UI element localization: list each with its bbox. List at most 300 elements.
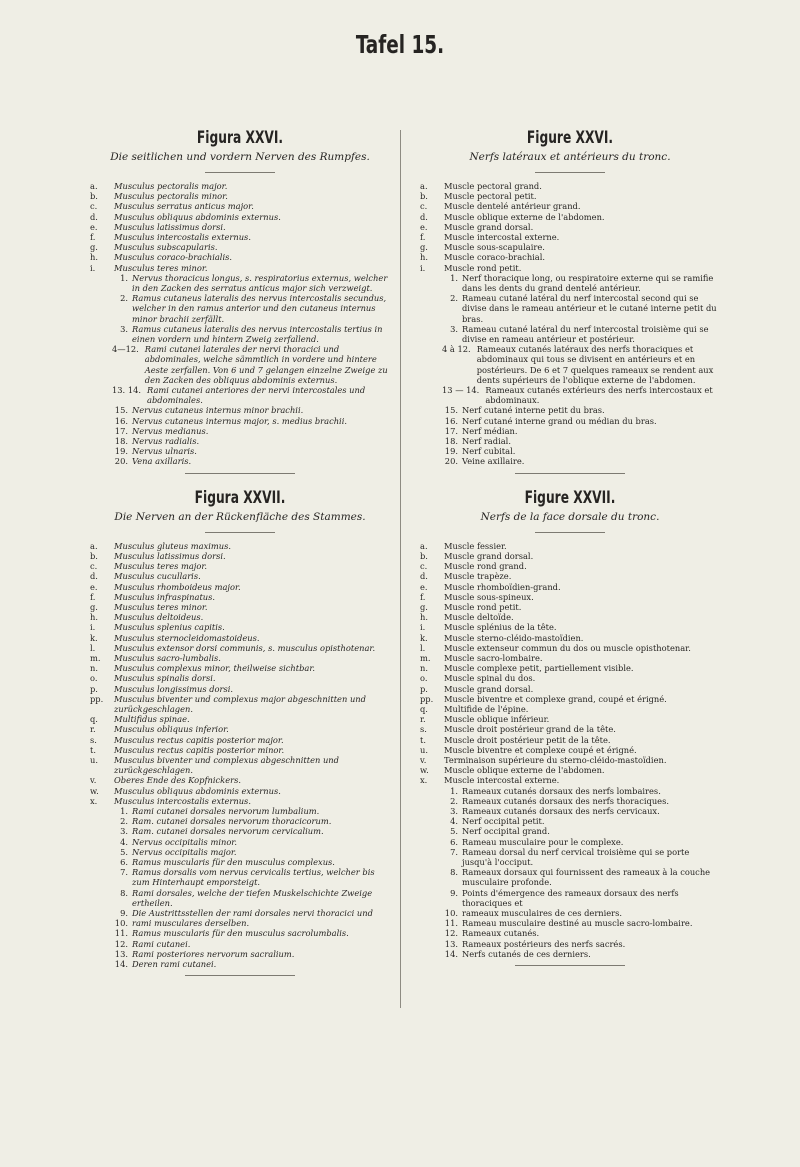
legend-text: Muscle grand dorsal.: [444, 221, 534, 232]
legend-text: Muscle dentelé antérieur grand.: [444, 201, 581, 212]
legend-label: f.: [420, 591, 426, 602]
legend-text: Nervus medianus.: [132, 425, 209, 436]
legend-text: Multifide de l'épine.: [444, 703, 529, 714]
legend-text: Muscle complexe petit, partiellement visible.: [444, 663, 634, 674]
legend-entry: [90, 724, 390, 734]
legend-label: 18.: [444, 436, 458, 447]
legend-label: c.: [420, 561, 428, 572]
legend-text: Rameaux cutanés latéraux des nerfs thoraciques et abdominaux qui tous se divisent en antérieurs et en postérieurs. De 6 et 7 quelques rameaux se rendent aux dents supérieurs de l'oblique externe de l'abdomen.: [476, 344, 714, 385]
legend-text: Musculus coraco-brachialis.: [114, 252, 232, 263]
legend-entry: [90, 939, 390, 949]
legend-text: Muscle coraco-brachial.: [444, 252, 546, 263]
legend-entry: [420, 582, 720, 592]
legend-entry: [420, 663, 720, 673]
legend-label: 6.: [450, 836, 458, 847]
legend-label: u.: [420, 744, 428, 755]
legend-text: Nerf cutané interne petit du bras.: [462, 405, 605, 416]
legend-list: [420, 541, 720, 959]
legend-label: w.: [90, 785, 99, 796]
legend-text: Muscle droit postérieur petit de la tête.: [444, 734, 611, 745]
legend-label: 3.: [450, 323, 458, 334]
legend-label: 2.: [450, 795, 458, 806]
legend-label: 12.: [444, 928, 458, 939]
legend-label: 17.: [114, 425, 128, 436]
legend-label: v.: [420, 754, 427, 765]
legend-label: 7.: [120, 867, 128, 878]
legend-label: d.: [420, 571, 428, 582]
legend-text: Nerfs cutanés de ces derniers.: [462, 948, 591, 959]
legend-label: q.: [420, 703, 428, 714]
legend-label: f.: [420, 232, 426, 243]
legend-label: l.: [420, 642, 426, 653]
legend-text: Muscle sterno-cléido-mastoïdien.: [444, 632, 584, 643]
legend-label: 13.: [114, 948, 128, 959]
legend-label: 15.: [114, 405, 128, 416]
legend-entry: [90, 263, 390, 273]
legend-text: Muscle trapèze.: [444, 571, 512, 582]
legend-label: t.: [90, 744, 96, 755]
legend-label: s.: [420, 724, 427, 735]
legend-entry: [90, 446, 390, 456]
legend-text: Muscle pectoral petit.: [444, 191, 537, 202]
legend-entry: [90, 416, 390, 426]
legend-entry: [420, 918, 720, 928]
legend-label: e.: [420, 581, 428, 592]
legend-entry: [90, 816, 390, 826]
legend-entry: [90, 405, 390, 415]
legend-label: n.: [420, 663, 428, 674]
legend-label: 14.: [114, 959, 128, 970]
legend-entry: [90, 786, 390, 796]
legend-label: 13 — 14.: [442, 385, 480, 396]
legend-text: Musculus deltoideus.: [114, 612, 204, 623]
legend-entry: [90, 222, 390, 232]
legend-label: 3.: [120, 323, 128, 334]
legend-text: Rameau musculaire destiné au muscle sacro-lombaire.: [462, 918, 693, 929]
legend-text: Musculus teres minor.: [114, 262, 208, 273]
legend-entry: [90, 653, 390, 663]
legend-entry: [90, 232, 390, 242]
legend-label: f.: [90, 232, 96, 243]
legend-text: Muscle extenseur commun du dos ou muscle opisthotenar.: [444, 642, 691, 653]
legend-entry: [420, 273, 720, 293]
legend-entry: [90, 714, 390, 724]
legend-text: Rami cutanei.: [132, 938, 191, 949]
legend-text: Ramus cutaneus lateralis des nervus intercostalis secundus, welcher in den ramus anterior und den cutaneus internus minor brachii zerfällt.: [132, 293, 387, 324]
legend-text: Musculus gluteus maximus.: [114, 540, 232, 551]
legend-entry: [90, 201, 390, 211]
legend-entry: [90, 293, 390, 324]
legend-entry: [420, 704, 720, 714]
legend-entry: [420, 571, 720, 581]
legend-label: a.: [420, 181, 428, 191]
legend-label: g.: [420, 601, 428, 612]
legend-entry: [420, 612, 720, 622]
legend-text: Musculus intercostalis externus.: [114, 795, 251, 806]
legend-label: v.: [90, 775, 97, 786]
legend-text: rami musculares derselben.: [132, 918, 250, 929]
legend-entry: [420, 928, 720, 938]
legend-entry: [420, 847, 720, 867]
legend-text: Nervus radialis.: [132, 436, 200, 447]
legend-entry: [90, 918, 390, 928]
legend-entry: [420, 293, 720, 324]
legend-label: p.: [90, 683, 98, 694]
legend-text: Multifidus spinae.: [114, 714, 190, 725]
legend-label: 4.: [450, 816, 458, 827]
legend-text: Musculus teres major.: [114, 561, 208, 572]
legend-text: Musculus teres minor.: [114, 601, 208, 612]
legend-text: Muscle intercostal externe.: [444, 775, 560, 786]
legend-entry: [90, 541, 390, 551]
section-end-rule: [185, 975, 295, 976]
legend-entry: [420, 622, 720, 632]
legend-entry: [90, 436, 390, 446]
legend-text: Rameaux postérieurs des nerfs sacrés.: [462, 938, 626, 949]
title-rule: [205, 532, 275, 533]
legend-label: a.: [90, 540, 98, 551]
legend-label: 4—12.: [112, 344, 139, 355]
legend-entry: [420, 826, 720, 836]
legend-list: [90, 181, 390, 467]
legend-text: Muscle grand dorsal.: [444, 550, 534, 561]
legend-text: Musculus serratus anticus major.: [114, 201, 254, 212]
legend-label: 2.: [450, 293, 458, 304]
legend-text: Nervus thoracicus longus, s. respiratorius externus, welcher in den Zacken des serratus anticus major sich verzweigt.: [132, 272, 388, 294]
legend-entry: [90, 426, 390, 436]
legend-text: Nerf radial.: [462, 436, 511, 447]
title-rule: [535, 532, 605, 533]
legend-text: Muscle biventre et complexe coupé et érigné.: [444, 744, 637, 755]
figure-title: Figura XXVII.: [194, 487, 286, 508]
legend-label: 1.: [120, 272, 128, 283]
legend-text: Musculus latissimus dorsi.: [114, 550, 226, 561]
legend-label: 3.: [120, 826, 128, 837]
legend-text: Muscle sous-spineux.: [444, 591, 534, 602]
legend-text: Nervus cutaneus internus major, s. medius brachii.: [132, 415, 347, 426]
legend-text: Musculus infraspinatus.: [114, 591, 216, 602]
legend-label: h.: [420, 612, 428, 623]
legend-entry: [90, 735, 390, 745]
legend-entry: [420, 436, 720, 446]
legend-label: 19.: [444, 446, 458, 457]
legend-label: 6.: [120, 856, 128, 867]
legend-text: Nervus cutaneus internus minor brachii.: [132, 405, 304, 416]
figure-26-german: [90, 128, 390, 474]
legend-entry: [420, 446, 720, 456]
legend-label: pp.: [90, 693, 104, 704]
legend-entry: [420, 456, 720, 466]
legend-label: h.: [90, 252, 98, 263]
legend-entry: [90, 344, 390, 385]
legend-label: 20.: [114, 456, 128, 467]
legend-label: k.: [420, 632, 428, 643]
legend-entry: [90, 847, 390, 857]
legend-entry: [420, 673, 720, 683]
legend-text: Nervus occipitalis minor.: [132, 836, 238, 847]
legend-entry: [420, 416, 720, 426]
legend-text: Rameaux cutanés dorsaux des nerfs thoraciques.: [462, 795, 669, 806]
legend-text: Rami cutanei laterales der nervi thoracici und abdominales, welche sämmtlich in vordere und hintere Aeste zerfallen. Von 6 und 7 gelangen einzelne Zweige zu den Zacken des obliquus abdominis externus.: [144, 344, 388, 385]
legend-text: Musculus cucullaris.: [114, 571, 201, 582]
figure-title: Figure XXVI.: [526, 128, 614, 148]
legend-label: l.: [90, 642, 96, 653]
legend-label: 5.: [450, 826, 458, 837]
legend-text: Ramus muscularis für den musculus sacrolumbalis.: [132, 928, 349, 939]
legend-label: 12.: [114, 938, 128, 949]
legend-text: Ram. cutanei dorsales nervorum cervicalium.: [132, 826, 324, 837]
legend-label: g.: [90, 601, 98, 612]
legend-label: 18.: [114, 436, 128, 447]
legend-text: Musculus sacro-lumbalis.: [114, 652, 221, 663]
legend-text: Muscle oblique externe de l'abdomen.: [444, 211, 605, 222]
legend-text: Ram. cutanei dorsales nervorum thoracicorum.: [132, 816, 332, 827]
legend-entry: [420, 908, 720, 918]
column-divider: [400, 130, 401, 1008]
legend-entry: [420, 745, 720, 755]
german-column: [90, 128, 390, 984]
legend-entry: [90, 755, 390, 775]
legend-entry: [420, 181, 720, 191]
legend-entry: [420, 232, 720, 242]
legend-list: [420, 181, 720, 467]
legend-label: e.: [90, 581, 98, 592]
legend-entry: [90, 633, 390, 643]
legend-text: Musculus obliquus abdominis externus.: [114, 211, 281, 222]
legend-label: e.: [90, 221, 98, 232]
legend-text: Rami posteriores nervorum sacralium.: [132, 948, 295, 959]
legend-entry: [420, 714, 720, 724]
french-column: [420, 128, 720, 974]
legend-entry: [90, 252, 390, 262]
legend-text: Muscle oblique externe de l'abdomen.: [444, 765, 605, 776]
legend-text: Rami dorsales, welche der tiefen Muskelschichte Zweige ertheilen.: [132, 887, 373, 908]
legend-label: 2.: [120, 816, 128, 827]
legend-label: e.: [420, 221, 428, 232]
legend-label: s.: [90, 734, 97, 745]
legend-entry: [90, 908, 390, 918]
legend-text: Musculus pectoralis major.: [114, 181, 228, 191]
legend-text: Muscle droit postérieur grand de la tête.: [444, 724, 616, 735]
legend-label: 19.: [114, 446, 128, 457]
legend-label: b.: [90, 550, 98, 561]
legend-label: o.: [90, 673, 98, 684]
legend-text: Muscle sous-scapulaire.: [444, 242, 545, 253]
legend-text: Rameaux dorsaux qui fournissent des rameaux à la couche musculaire profonde.: [462, 867, 711, 888]
legend-label: d.: [90, 571, 98, 582]
legend-text: Rameaux cutanés dorsaux des nerfs cervicaux.: [462, 805, 660, 816]
legend-text: Musculus longissimus dorsi.: [114, 683, 234, 694]
legend-label: 17.: [444, 425, 458, 436]
legend-label: k.: [90, 632, 98, 643]
legend-label: f.: [90, 591, 96, 602]
figure-subtitle: Nerfs de la face dorsale du tronc.: [480, 510, 660, 523]
legend-entry: [90, 643, 390, 653]
legend-text: Musculus rectus capitis posterior minor.: [114, 744, 285, 755]
legend-text: Muscle rhomboïdien-grand.: [444, 581, 561, 592]
legend-label: o.: [420, 673, 428, 684]
legend-label: g.: [420, 242, 428, 253]
legend-text: Musculus splenius capitis.: [114, 622, 225, 633]
legend-entry: [90, 745, 390, 755]
legend-text: Muscle spinal du dos.: [444, 673, 536, 684]
legend-label: t.: [420, 734, 426, 745]
legend-label: x.: [90, 795, 98, 806]
legend-entry: [90, 592, 390, 602]
legend-entry: [420, 324, 720, 344]
legend-entry: [90, 612, 390, 622]
legend-text: Musculus spinalis dorsi.: [114, 673, 216, 684]
legend-entry: [420, 263, 720, 273]
legend-entry: [420, 939, 720, 949]
legend-text: Ramus muscularis für den musculus complexus.: [132, 856, 335, 867]
legend-entry: [420, 684, 720, 694]
section-end-rule: [185, 473, 295, 474]
legend-entry: [420, 344, 720, 385]
legend-entry: [90, 928, 390, 938]
legend-label: n.: [90, 663, 98, 674]
legend-label: i.: [420, 262, 426, 273]
legend-text: Vena axillaris.: [132, 456, 192, 467]
legend-entry: [420, 765, 720, 775]
legend-text: Rameaux cutanés extérieurs des nerfs intercostaux et abdominaux.: [485, 385, 713, 406]
legend-label: 11.: [444, 918, 458, 929]
legend-entry: [420, 735, 720, 745]
legend-text: Nerf cubital.: [462, 446, 516, 457]
legend-label: g.: [90, 242, 98, 253]
legend-text: Muscle splénius de la tête.: [444, 622, 557, 633]
legend-label: i.: [90, 622, 96, 633]
legend-text: Musculus obliquus inferior.: [114, 724, 229, 735]
figure-27-german: [90, 488, 390, 977]
figure-subtitle: Die Nerven an der Rückenfläche des Stammes.: [114, 510, 366, 523]
legend-text: Muscle rond grand.: [444, 561, 527, 572]
legend-entry: [90, 385, 390, 405]
legend-text: Veine axillaire.: [462, 456, 525, 467]
legend-label: b.: [420, 550, 428, 561]
legend-text: Muscle oblique inférieur.: [444, 714, 550, 725]
legend-text: Nerf cutané interne grand ou médian du bras.: [462, 415, 657, 426]
legend-text: Musculus pectoralis minor.: [114, 191, 228, 202]
legend-entry: [420, 724, 720, 734]
legend-text: Nerf thoracique long, ou respiratoire externe qui se ramifie dans les dents du grand dentelé antérieur.: [462, 272, 714, 294]
legend-entry: [420, 405, 720, 415]
legend-label: 10.: [114, 918, 128, 929]
legend-label: a.: [420, 540, 428, 551]
legend-entry: [90, 456, 390, 466]
legend-text: Deren rami cutanei.: [132, 959, 217, 970]
legend-label: a.: [90, 181, 98, 191]
legend-text: Ramus dorsalis vom nervus cervicalis tertius, welcher bis zum Hinterhaupt emporsteigt.: [132, 867, 375, 888]
title-rule: [205, 172, 275, 173]
legend-label: c.: [420, 201, 428, 212]
legend-entry: [420, 191, 720, 201]
legend-label: 2.: [120, 293, 128, 304]
legend-entry: [90, 602, 390, 612]
legend-entry: [420, 949, 720, 959]
legend-label: x.: [420, 775, 428, 786]
legend-label: pp.: [420, 693, 434, 704]
legend-entry: [90, 826, 390, 836]
legend-text: Rameau cutané latéral du nerf intercostal second qui se divise dans le rameau antérieur et le cutané interne petit du bras.: [462, 293, 717, 324]
legend-label: c.: [90, 561, 98, 572]
legend-label: p.: [420, 683, 428, 694]
legend-label: i.: [90, 262, 96, 273]
legend-label: 3.: [450, 805, 458, 816]
legend-text: Nervus ulnaris.: [132, 446, 197, 457]
legend-text: rameaux musculaires de ces derniers.: [462, 908, 623, 918]
legend-label: h.: [90, 612, 98, 623]
legend-text: Rami cutanei anteriores der nervi intercostales und abdominales.: [147, 385, 366, 406]
legend-entry: [420, 201, 720, 211]
legend-entry: [420, 541, 720, 551]
legend-label: w.: [420, 765, 429, 776]
legend-text: Points d'émergence des rameaux dorsaux des nerfs thoraciques et: [462, 887, 679, 908]
legend-label: i.: [420, 622, 426, 633]
legend-label: m.: [420, 652, 431, 663]
legend-entry: [90, 796, 390, 806]
legend-label: 7.: [450, 846, 458, 857]
legend-entry: [420, 643, 720, 653]
legend-text: Rameau dorsal du nerf cervical troisième qui se porte jusqu'à l'occiput.: [462, 846, 690, 867]
legend-entry: [420, 837, 720, 847]
section-end-rule: [515, 965, 625, 966]
legend-label: 4 à 12.: [442, 344, 471, 355]
legend-label: 16.: [444, 415, 458, 426]
legend-label: r.: [90, 724, 96, 735]
legend-entry: [420, 212, 720, 222]
legend-text: Die Austrittsstellen der rami dorsales nervi thoracici und: [132, 908, 373, 918]
figure-title: Figure XXVII.: [524, 487, 616, 508]
legend-label: 9.: [120, 908, 128, 918]
legend-entry: [90, 324, 390, 344]
legend-label: h.: [420, 252, 428, 263]
legend-text: Rameau musculaire pour le complexe.: [462, 836, 624, 847]
legend-entry: [420, 755, 720, 765]
page-title: Tafel 15.: [355, 30, 445, 59]
legend-entry: [420, 426, 720, 436]
legend-entry: [420, 252, 720, 262]
legend-entry: [420, 806, 720, 816]
legend-label: 9.: [450, 887, 458, 898]
legend-text: Musculus rectus capitis posterior major.: [114, 734, 284, 745]
legend-text: Muscle pectoral grand.: [444, 181, 542, 191]
legend-entry: [90, 837, 390, 847]
legend-entry: [420, 694, 720, 704]
figure-27-french: [420, 488, 720, 966]
legend-label: 11.: [114, 928, 128, 939]
legend-text: Musculus sternocleidomastoideus.: [114, 632, 260, 643]
legend-entry: [90, 775, 390, 785]
legend-label: 1.: [450, 785, 458, 796]
legend-label: 15.: [444, 405, 458, 416]
legend-label: 5.: [120, 846, 128, 857]
legend-text: Muscle biventre et complexe grand, coupé et érigné.: [444, 693, 667, 704]
legend-label: c.: [90, 201, 98, 212]
legend-entry: [420, 592, 720, 602]
legend-text: Muscle fessier.: [444, 540, 507, 551]
legend-label: d.: [420, 211, 428, 222]
legend-label: 10.: [444, 908, 458, 918]
figure-subtitle: Die seitlichen und vordern Nerven des Rumpfes.: [110, 151, 370, 163]
legend-entry: [420, 222, 720, 232]
title-rule: [535, 172, 605, 173]
legend-text: Rameaux cutanés.: [462, 928, 540, 939]
legend-entry: [90, 582, 390, 592]
legend-entry: [420, 633, 720, 643]
legend-entry: [90, 191, 390, 201]
legend-label: m.: [90, 652, 101, 663]
